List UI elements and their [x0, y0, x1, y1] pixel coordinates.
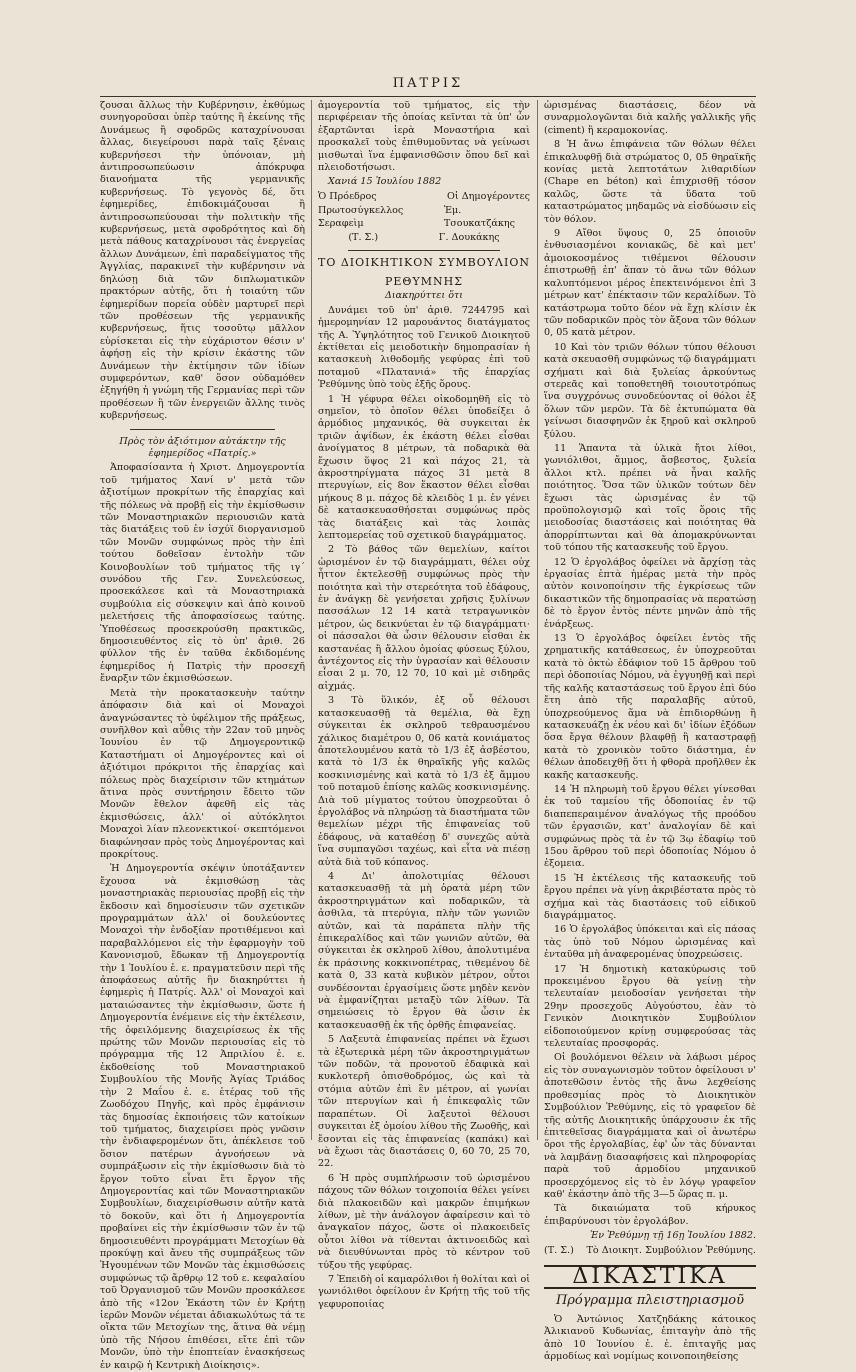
separator: [130, 429, 275, 430]
paragraph: 11 Ἅπαντα τὰ ὑλικὰ ἤτοι λίθοι, γωνιόλιθοι, ἄμμος, ἄσβεστος, ξυλεία ἄλλοι κτλ. πρέπει νὰ ἦναι καλῆς ποιότητος. Ὅσα τῶν ὑλικῶν τούτων δὲν ἔχωσι τὰς ὡρισμένας ἐν τῷ προϋπολογισμῷ καὶ τοῖς ὅροις τῆς μειοδοσίας διαστάσεις καὶ ποιότητας θὰ ἀπορρίπτωνται καὶ θὰ ἀπομακρύνωνται τοῦ τόπου τῆς κατασκευῆς τοῦ ἔργου.: [544, 442, 756, 554]
paragraph: 13 Ὁ ἐργολάβος ὀφείλει ἐντὸς τῆς χρηματικῆς κατάθεσεως, ἐν ὑποχρεοῦται κατὰ τὸ ὀκτὼ ἐδάφιον τοῦ 15 ἄρθρου τοῦ περὶ ὁδοποιίας Νόμου, νὰ ἐγγυηθῇ καὶ περὶ τῆς καλῆς καταστάσεως τοῦ ἔργου ἐπὶ δύο ἔτη ἀπὸ τῆς παραλαβῆς αὐτοῦ, ὑποχρεούμενος ἅμα νὰ ἐπιδιορθώνῃ ἢ κατασκευάζῃ ἐκ νέου καὶ δι' ἰδίων ἐξόδων ὅσα ἔργα θέλουν βλαφθῇ ἢ καταστραφῇ κατὰ τὸ χρονικὸν τοῦτο διάστημα, ἐν θέλων ἀποδειχθῇ ὅτι ἡ φθορὰ προῆλθεν ἐκ κακῆς κατασκευῆς.: [544, 633, 756, 781]
signature-row: [318, 191, 530, 203]
column-3: [544, 100, 756, 1362]
council-heading: ΤΟ ΔΙΟΙΚΗΤΙΚΟΝ ΣΥΜΒΟΥΛΙΟΝ: [318, 256, 530, 270]
paragraph: ὡρισμένας διαστάσεις, δέον νὰ συναρμολογῶνται διὰ καλῆς γαλλικῆς γῆς (ciment) ἢ κεραμοκονίας.: [544, 100, 756, 136]
program-heading: Πρόγραμμα πλειστηριασμοῦ: [555, 1293, 745, 1309]
signature-row: [318, 205, 530, 230]
paragraph: 8 Ἡ ἄνω ἐπιφάνεια τῶν θόλων θέλει ἐπικαλυφθῇ διὰ στρώματος 0, 05 θηραϊκῆς κονίας μετὰ λεπτοτάτων λιθαριδίων (Chape en béton) καὶ ἐπιχρισθῇ τόσον καλῶς, ὥστε τὰ ὕδατα τοῦ καταστρώματος μηδαμῶς νὰ εἰσδύωσιν εἰς τὸν θόλον.: [544, 139, 756, 225]
signature-name: Πρωτοσύγκελλος Σεραφεὶμ: [318, 205, 404, 229]
paragraph: Μετὰ τὴν προκατασκευὴν ταύτην ἀπόφασιν διὰ καὶ οἱ Μοναχοὶ ἀναγνώσαντες τὸ ὑφέλιμον τῆς πράξεως, συνῆλθον καὶ αὖθις τὴν 22αν τοῦ μηνὸς Ἰουνίου ἐν τῷ Δημογεροντικῷ Καταστήματι οἱ Δημογέροντες καὶ οἱ ἀξιότιμοι πρόκριτοι τῆς ἐπαρχίας καὶ πόλεως πρὸς διαχείρισιν τῶν κτημάτων ἅτινα πρὸς συντήρησιν ἔδειτο τῶν Μονῶν ἔθελον ἀφεθῆ εἰς τὰς ἐκμισθώσεις, ἀλλ' οἱ αὐτόκλητοι Μοναχοὶ λίαν πλεονεκτικοί· σκεπτόμενοι διαφώνησαν πρὸς τοὺς Δημογέροντας καὶ προκρίτους.: [100, 687, 305, 860]
paragraph: ζουσαι ἄλλως τὴν Κυβέρνησιν, ἐκθύμως συνηγοροῦσαι ὑπὲρ ταύτης ἢ ἐκείνης τῆς Δυνάμεως ἢ σφοδρῶς καταχρίνουσαι ἄλλας, διεγείρουσι παρὰ ταῖς ξέναις κυβερνήσεσι τὴν ὑπόνοιαν, μὴ ἀντιπροσωπεύωσιν ἀπόκρυφα διανοήματα τῆς γερμανικῆς κυβερνήσεως. Τὸ γεγονὸς δέ, ὅτι ἐφημερίδες, ἐπιδοκιμάζουσαι ἢ ἀντιπροσωπεύουσαι τὴν πολιτικὴν τῆς κυβερνήσεως, μετὰ σφοδρότητος καὶ δὴ μετὰ πάθους καταχρίνουσι τὰς ἐνεργείας ἄλλων Δυνάμεων, ἐπὶ παραδείγματος τῆς Ἀγγλίας, παρακινεῖ τὴν κυβέρνησιν νὰ δηλώσῃ διὰ τῶν διπλωματικῶν πρακτόρων αὐτῆς, ὅτι ἡ τοιαύτη τῶν ἐφημερίδων πορεία οὐδὲν μαρτυρεῖ περὶ τῶν προθέσεων τῆς γερμανικῆς κυβερνήσεως, ἥτις τοσοῦτῳ μᾶλλον εὑρίσκεται εἰς τὴν εὐχάριστον θέσιν ν' ἀφήσῃ εἰς τὴν κρίσιν ἑκάστης τῶν Δυνάμεων τὴν ἐκτίμησιν τῶν ἰδίων συμφερόντων, καθ' ὅσον οὐδαμόθεν ἐξηγήθη ἡ γνώμη τῆς Γερμανίας περὶ τῶν προθέσεων ἢ τῶν ἐνεργειῶν ἄλλης τινὸς κυβερνήσεως.: [100, 100, 305, 422]
signature-title: Οἱ Δημογέροντες: [447, 190, 530, 202]
signature-name: Ἐμ. Τσουκατζάκης: [443, 205, 515, 229]
column-divider: [537, 100, 538, 1140]
separator: [348, 250, 500, 251]
letter-heading: Πρὸς τὸν ἀξιότιμον αὐτάκτην τῆς ἐφημερίδος «Πατρίς.»: [119, 435, 286, 459]
masthead-title: ΠΑΤΡΙΣ: [392, 76, 464, 91]
paragraph: 1 Ἡ γέφυρα θέλει οἰκοδομηθῆ εἰς τὸ σημεῖον, τὸ ὁποῖον θέλει ὑποδείξει ὁ ἀρμόδιος μηχανικός, θὰ συγκειται ἐκ τριῶν ἁψίδων, ἐκ ἑκάστη θέλει εἶσθαι ἀνοίγματος 8 μέτρων, τὰ ποδαρικὰ θὰ ἔχωσιν ὕψος 21 καὶ πάχος 21, τὰ ἀκροστηρίγματα πάχος 31 μετὰ 8 πτερυγίων, εἰς 8ον ἕκαστον θέλει εἶσθαι μήκους 8 μ. πάχος δὲ κλειδὸς 1 μ. ἐν γένει δὲ κατασκευασθήσεται συμφώνως πρὸς τὰς διατάξεις καὶ τὰς λοιπὰς λεπτομερείας τοῦ σχετικοῦ διαγράμματος.: [318, 393, 530, 541]
paragraph: 9 Αἴθοι ὕψους 0, 25 ὁποιοῦν ἐνθυσιασμένοι κονιακῶς, δὲ καὶ μετ' ἀμοιοκοσμένος τιθέμενοι θέλουσιν ἐπιστρωθῇ ἐπ' ἄπαν τὸ ἄνω τῶν θόλων καλυπτόμενοι μέρος ἐπεκτεινόμενοι ἐπὶ 3 μέτρων κατ' ἐπέκτασιν τῶν κεραλίδων. Τὸ κατάστρωμα τοῦτο δέον νὰ ἔχῃ κλίσιν ἐκ τῶν ποδαρικῶν πρὸς τὸν ἄξονα τῶν θόλων 0, 05 κατὰ μέτρον.: [544, 228, 756, 339]
paragraph: ἀμογεροντία τοῦ τμήματος, εἰς τὴν περιφέρειαν τῆς ὁποίας κεῖνται τὰ ὑπ' ὧν ἐξαρτῶνται ἱερὰ Μοναστήρια καὶ προσκαλεῖ τοὺς ἐπιθυμοῦντας νὰ γείνωσι μισθωταὶ ἵνα ἐμφανισθῶσιν ὅπου δεῖ καὶ πλειοδοτήσωσι.: [318, 100, 530, 174]
seal-mark: (Τ. Σ.): [348, 232, 379, 244]
dateline: Ἐν Ῥεθύμνῃ τῇ 16ῃ Ἰουλίου 1882.: [590, 1230, 756, 1242]
paragraph: 3 Τὸ ὕλικόν, ἐξ οὗ θέλουσι κατασκευασθῇ τὰ θεμέλια, θὰ ἔχῃ σύγκειται ἐκ σκληροῦ τεθραυσμένου χάλικος διαμέτρου 0, 06 κατὰ κονιάματος ἀποτελουμένου κατὰ τὸ 1/3 ἐξ ἀσβέστου, κατὰ τὸ 1/3 ἐκ θηραϊκῆς γῆς καλῶς κοσκινισμένης καὶ κατὰ τὸ 1/3 ἐξ ἄμμου τοῦ ποταμοῦ ἐπίσης καλῶς κοσκινισμένης. Διὰ τοῦ μίγματος τούτου ὑποχρεοῦται ὁ ἐργολάβος νὰ πληρώσῃ τὰ διαστήματα τῶν θεμελίων μέχρι τῆς ἐπιφανείας τοῦ ἐδάφους, νὰ καταθέσῃ δ' συνεχῶς αὐτὰ ἵνα συμπαγῶσι ταχέως, καὶ εἶτα νὰ πιέσῃ αὐτὰ διὰ τοῦ κόπανος.: [318, 695, 530, 868]
section-heading: ΔΙΚΑΣΤΙΚΑ: [544, 1265, 756, 1289]
signature-name: Τὸ Διοικητ. Συμβούλιον Ῥεθύμνης.: [586, 1244, 756, 1256]
paragraph: 17 Ἡ δημοτικὴ κατακύρωσις τοῦ προκειμένου ἔργου θὰ γείνῃ τὴν τελευταίαν μειοδοσίαν γενήσεται τὴν 29ην προσεχοῦς Αὐγούστου, ἐὰν τὸ Γενικὸν Διοικητικὸν Συμβούλιον εἰδοποιούμενον κρίνῃ συμφερούσας τὰς τελευταίας προσφοράς.: [544, 963, 756, 1050]
paragraph: Τὰ δικαιώματα τοῦ κήρυκος ἐπιβαρύνουσι τὸν ἐργολάβον.: [544, 1203, 756, 1227]
paragraph: 12 Ὁ ἐργολάβος ὀφείλει νὰ ἄρχίσῃ τὰς ἐργασίας ἑπτὰ ἡμέρας μετὰ τὴν πρὸς αὐτὸν κοινοποίησιν τῆς ἐγκρίσεως τῶν δικαστικῶν τῆς δημοπρασίας νὰ περατώσῃ δὲ τὸ ἔργον ἐντὸς πέντε μηνῶν ἀπὸ τῆς ἐνάρξεως.: [544, 556, 756, 630]
signature-title: Ὁ Πρόεδρος: [318, 190, 377, 202]
signature-name: Γ. Δουκάκης: [438, 232, 500, 244]
council-subheading: Διακηρύττει ὅτι: [384, 290, 464, 302]
paragraph: 6 Ἡ πρὸς συμπλήρωσιν τοῦ ὡρισμένου πάχους τῶν θόλων τοιχοποιία θέλει γείνει διὰ πλακοειδῶν καὶ μακρῶν ἐπιμήκων λίθων, μὲ τὴν ἀνάλογον ἀφαίρεσιν καὶ τὸ ἀναγκαῖον πάχος, ὥστε οἱ πλακοειδεῖς οὗτοι λίθοι νὰ τίθενται ἀκτινοειδῶς καὶ νὰ διευθύνωνται πρὸς τὸ κέντρον τοῦ τύξου τῆς γεφύρας.: [318, 1172, 530, 1271]
council-place: ΡΕΘΥΜΝΗΣ: [385, 274, 463, 288]
paragraph: 5 Λαξευτὰ ἐπιφανείας πρέπει νὰ ἔχωσι τὰ ἐξωτερικὰ μέρη τῶν ἀκροστηριγμάτων τῶν ποδῶν, τὰ προνοτοῦ ἑδαφικὰ καὶ κυκλοτερῆ ὀπισθοδρόμος, ὡς καὶ τὰ στόμια αὐτῶν ἐπὶ ἓν μέτρον, αἱ γωνίαι τῶν πτερυγίων καὶ ἡ ἐπικεφαλὶς τῶν παραπέτων. Οἱ λαξευτοὶ θέλουσι συγκειται ἐξ ὁμοίου λίθου τῆς Ζωοθῆς, καὶ ἔσονται εἰς τὰς ἐπιφανείας (καπάκι) καὶ νὰ ἔχωσι τὰς διαστάσεις 0, 60 70, 25 70, 22.: [318, 1034, 530, 1170]
paragraph: Ἡ Δημογεροντία σκέψιν ὑποτάξαντεν ἔχουσα νὰ ἐκμισθώσῃ τὰς μοναστηριακὰς περιουσίας προβῇ εἰς τὴν ἔκδοσιν καὶ δημοσίευσιν τῶν σχετικῶν προγραμμάτων ἀλλ' οἱ δουλεύοντες Μοναχοὶ τὴν ἐνδοξίαν προτιθέμενοι καὶ παραβαλλόμενοι εἰς τὴν ἐφαρμογὴν τοῦ Κανονισμοῦ, ἔδωκαν τῇ Δημογεροντίᾳ τὴν 1 Ἰουλίου ἐ. ε. πραγματεῦσιν περὶ τῆς ἀποφάσεως αὐτῆς ἣν διακηρύττει ἡ ἐφημερὶς ἡ Πατρίς. Ἀλλ' οἱ Μοναχοὶ καὶ ματαιώσαντες τὴν ἐκμίσθωσιν, ὥστε ἡ Δημογεροντία ἐνέμεινε εἰς τὴν ἐκτέλεσιν, τῆς ὀφειλόμενης διαχειρίσεως ἐκ τῆς πρώτης τῶν Μονῶν περιουσίας εἰς τὸ πρόγραμμα τῆς 12 Ἀπριλίου ἐ. ε. ἐκδοθείσης τοῦ Μοναστηριακοῦ Συμβουλίου τῆς Μονῆς Ἁγίας Τριάδος τὴν 2 Μαΐου ἐ. ε. ἑτέρας τοῦ τῆς Ζωοδόχου Πηγῆς, καὶ πρὸς ἐμφάνισιν τὰς δημοσίας ἐκποιήσεις τῶν κατοίκων τοῦ τμήματος, διαχειρίσει πρὸς γνῶσιν τὴν ἐνδιαφερομένων ὅτι, ἀπέκλεισε τοῦ ὅσιον πατέρων ἀγνοήσεων νὰ συμπράξωσιν εἰς τὴν ἐκμίσθωσιν διὰ τὸ ἔργον τοῦτο εἶναι ἔτι ἔργον τῆς Δημογεροντίας καὶ τῶν Μοναστηριακῶν Συμβουλίων, διαχειρίσθωσιν αὐτῆν κατὰ τὸ δοκοῦν, καὶ ὅτι ἡ Δημογεροντία προβαίνει εἰς τὴν ἐκμίσθωσιν τῶν ἐν τῷ δημοσιευθέντι προγράμματι Μετοχίων θὰ προκύψῃ καὶ ἄνευ τῆς συμπράξεως τῶν Ἡγουμένων τῶν Μονῶν τὰς ἐκμισθώσεις συμφώνως τῷ ἄρθρῳ 12 τοῦ ε. κεφαλαίου τοῦ Ὀργανισμοῦ τῶν Μονῶν προσκάλεσε ἀπὸ τῆς «12ον Ἑκάστη τῶν ἐν Κρήτῃ ἱερῶν Μονῶν νέμεται ἀδιακωλύτως τά τε οἴκτα τῶν Μετοχίων της, ἅτινα θὰ νέμῃ ὑπὸ τῆς Νήσου ἐπιθέσει, εἴτε ἐπὶ τῶν Μονῶν, ὑπὸ τὴν ἐποπτείαν ἐνασκήσεως ἐν καιρῷ ἡ Κεντρικὴ Διοίκησις».: [100, 863, 305, 1371]
paragraph: 16 Ὁ ἐργολάβος ὑπόκειται καὶ εἰς πάσας τὰς ὑπὸ τοῦ Νόμου ὡρισμένας καὶ ἐνταῦθα μὴ ἀναφερομένας ὑποχρεώσεις.: [544, 924, 756, 961]
paragraph: Ὁ Ἀντώνιος Χατζηδάκης κάτοικος Ἀλικιανοῦ Κυδωνίας, ἐπιταγὴν ἀπὸ τῆς ἀπὸ 10 Ἰουνίου ἐ. ἐ. ἐπιταγῆς μας ἁρμοδίως καὶ νομίμως κοινοποιηθείσης: [544, 1313, 756, 1362]
paragraph: 10 Καὶ τὸν τριῶν θόλων τύπου θέλουσι κατὰ σκευασθῆ συμφώνως τῷ διαγράμματι σχήματι καὶ διὰ ξυλείας ἀρκούντως στερεᾶς καὶ τοποθετηθῆ τοιουτοτρόπως ἵνα συγχρόνως συνοδεύοντας οἱ θόλοι ἐξ ὅλων τῶν μερῶν. Τὰ δὲ ἐκτυπώματα θὰ γείνωσι διασφηνῶν ἐκ ξηροῦ καὶ σκληροῦ ξύλου.: [544, 341, 756, 440]
paragraph: Ἀποφασίσαντα ἡ Χριστ. Δημογεροντία τοῦ τμήματος Χανί ν' μετὰ τῶν ἀξιοτίμων προκρίτων τῆς ἐπαρχίας καὶ τῆς πόλεως νὰ προβῇ εἰς τὴν ἐκμίσθωσιν τῶν Μοναστηριακῶν περιουσιῶν κατὰ τὰς διατάξεις τοῦ ἐν ἰσχύϊ διοργανισμοῦ τῶν Μονῶν συμφώνως πρὸς τὴν ἐπὶ τούτου δοθεῖσαν ἐντολὴν τῶν Κοινοβουλίων τοῦ τμήματος τῆς ιγ΄ συνόδου τῆς Γεν. Συνελεύσεως, προσεκάλεσε καὶ τὰ Μοναστηριακὰ συμβούλια εἰς σύσκεψιν καὶ ἀπὸ κοινοῦ μελετήσεις τῆς ἀποφασίσεως ταύτης. Ὑποθέσεως προσεκρούσθη πρακτικῶς, δημοσιευθέντος εἰς τὸ ὑπ' ἀριθ. 26 φύλλον τῆς ἐν ταῦθα ἐκδιδομένης ἐφημερίδος ἡ Πατρὶς τὴν προσεχῆ ἔναρξιν τῶν ἐκμισθώσεων.: [100, 462, 305, 685]
paragraph: 7 Ἐπειδὴ οἱ καμαρόλιθοι ἡ θολίται καὶ οἱ γωνιόλιθοι ὀφείλουν ἐν Κρήτῃ τῆς τοῦ τῆς γεφυροποιίας: [318, 1273, 530, 1310]
column-2: [318, 100, 530, 1310]
seal-mark: (Τ. Σ.): [544, 1244, 574, 1256]
paragraph: 15 Ἡ ἐκτέλεσις τῆς κατασκευῆς τοῦ ἔργου πρέπει νὰ γίνῃ ἀκριβέστατα πρὸς τὸ σχήμα καὶ τὰς διαστάσεις τοῦ εἰδικοῦ διαγράμματος.: [544, 872, 756, 921]
column-1: [100, 100, 305, 1371]
top-rule: [100, 96, 756, 97]
paragraph: 4 Δι' ἀπολοτιμίας θέλουσι κατασκευασθῇ τὰ μὴ ὁρατὰ μέρη τῶν ἀκροστηριγμάτων καὶ ποδαρικῶν, τὰ ἀσθιλα, τὰ πτερύγια, πλὴν τῶν γωνιῶν αὐτῶν, καὶ τὰ παράπετα πλὴν τῆς ἐπικεραλίδος καὶ τῶν γωνιῶν αὐτῶν, θὰ σύγκειται ἐκ σκληροῦ λίθου, ἀπολυτιμένα ἐκ πράσινης κοκκινοπέτρας, τιθεμένου δὲ κατὰ 0, 33 κατὰ κυβικὸν μέτρον, οὗτοι συνδέσονται ἐργασίμεις ὥστε μηδὲν κενὸν νὰ ἐμφανίζηται μεταξὺ τῶν λίθων. Τὰ σημειώσεις τὸ ἔργον θὰ ὦσιν ἐκ κατασκευασθῇ ἐκ τῆς ὀρθῆς ἐπιφανείας.: [318, 870, 530, 1031]
column-divider: [311, 100, 312, 1140]
dateline: Χανιά 15 Ἰουλίου 1882: [328, 176, 442, 188]
paragraph: 14 Ἡ πληρωμὴ τοῦ ἔργου θέλει γίνεσθαι ἐκ τοῦ ταμείου τῆς ὁδοποιίας ἐν τῷ διαπεπεραιμένον ἀναλόγως τῆς προόδου τῶν ἐργασιῶν, κατ' ἀναλογίαν δὲ καὶ συμφώνως πρὸς τὰ ἐν τῷ 3ῳ ἐδαφίῳ τοῦ 15ου ἄρθρου τοῦ περὶ ὁδοποιίας Νόμου ὁ ἐξομεια.: [544, 783, 756, 870]
paragraph: Δυνάμει τοῦ ὑπ' ἀριθ. 7244795 καὶ ἡμερομηνίαν 12 μαρουάντος διατάγματος τῆς Α. Ὑψηλότητος τοῦ Γενικοῦ Διοικητοῦ ἐκτίθεται εἰς μειοδοτικὴν δημοπρασίαν ἡ κατασκευὴ λιθοδομῆς γεφύρας ἐπὶ τοῦ ποταμοῦ «Πλατανιά» τῆς ἐπαρχίας Ῥεθύμνης ὑπὸ τοὺς ἑξῆς ὅρους.: [318, 304, 530, 391]
signature-row: [544, 1245, 756, 1257]
paragraph: Οἱ βουλόμενοι θέλειν νὰ λάβωσι μέρος εἰς τὸν συναγωνισμὸν τοῦτον ὀφείλουσι ν' ἀποτεθῶσιν ἐντὸς τῆς ἄνω λεχθείσης προθεσμίας πρὸς τὸ Διοικητικὸν Συμβούλιον Ῥεθύμνης, εἰς τὸ γραφεῖον δὲ τῆς αὐτῆς Διοικητικῆς ὑπάρχουσιν ἐκ τῆς ἐπιτεθεῖσας διαγράμματα καὶ οἱ ἀνωτέρω ὅροι τῆς ἐργολαβίας, ἐφ' ὧν τὰς δύνανται νὰ λαμβάνῃ διασαφήσεις καὶ πληροφορίας παρὰ τοῦ ἁρμοδίου μηχανικοῦ προσερχόμενος εἰς τὸ ἐν λόγῳ γραφεῖον καθ' ἑκάστην ἀπὸ τῆς 3—5 ὥρας π. μ.: [544, 1052, 756, 1200]
paragraph: 2 Τὸ βάθος τῶν θεμελίων, καίτοι ὡρισμένον ἐν τῷ διαγράμματι, θέλει οὐχ ἧττον ἐκτελεσθῇ συμφώνως πρὸς τὴν ποιότητα καὶ τὴν στερεότητα τοῦ ἐδάφους, ἐν ἀνάγκῃ δὲ γενήσεται χρῆσις ξυλίνων πασσάλων 12 14 κατὰ τετραγωνικὸν μέτρον, ὡς δεικνύεται ἐν τῷ διαγράμματι· οἱ πάσσαλοι θὰ ὦσιν θέλουσιν εἶσθαι ἐκ καστανέας ἢ ἄλλου ὁμοίας φύσεως ξύλου, ἀντέχοντος εἰς τὴν ὑγρασίαν καὶ θέλουσιν εἶσαι 2 μ. 70, 12 70, 10 καὶ μὲ σιδηρᾶς αἰχμάς.: [318, 544, 530, 692]
signature-row: [318, 232, 530, 244]
